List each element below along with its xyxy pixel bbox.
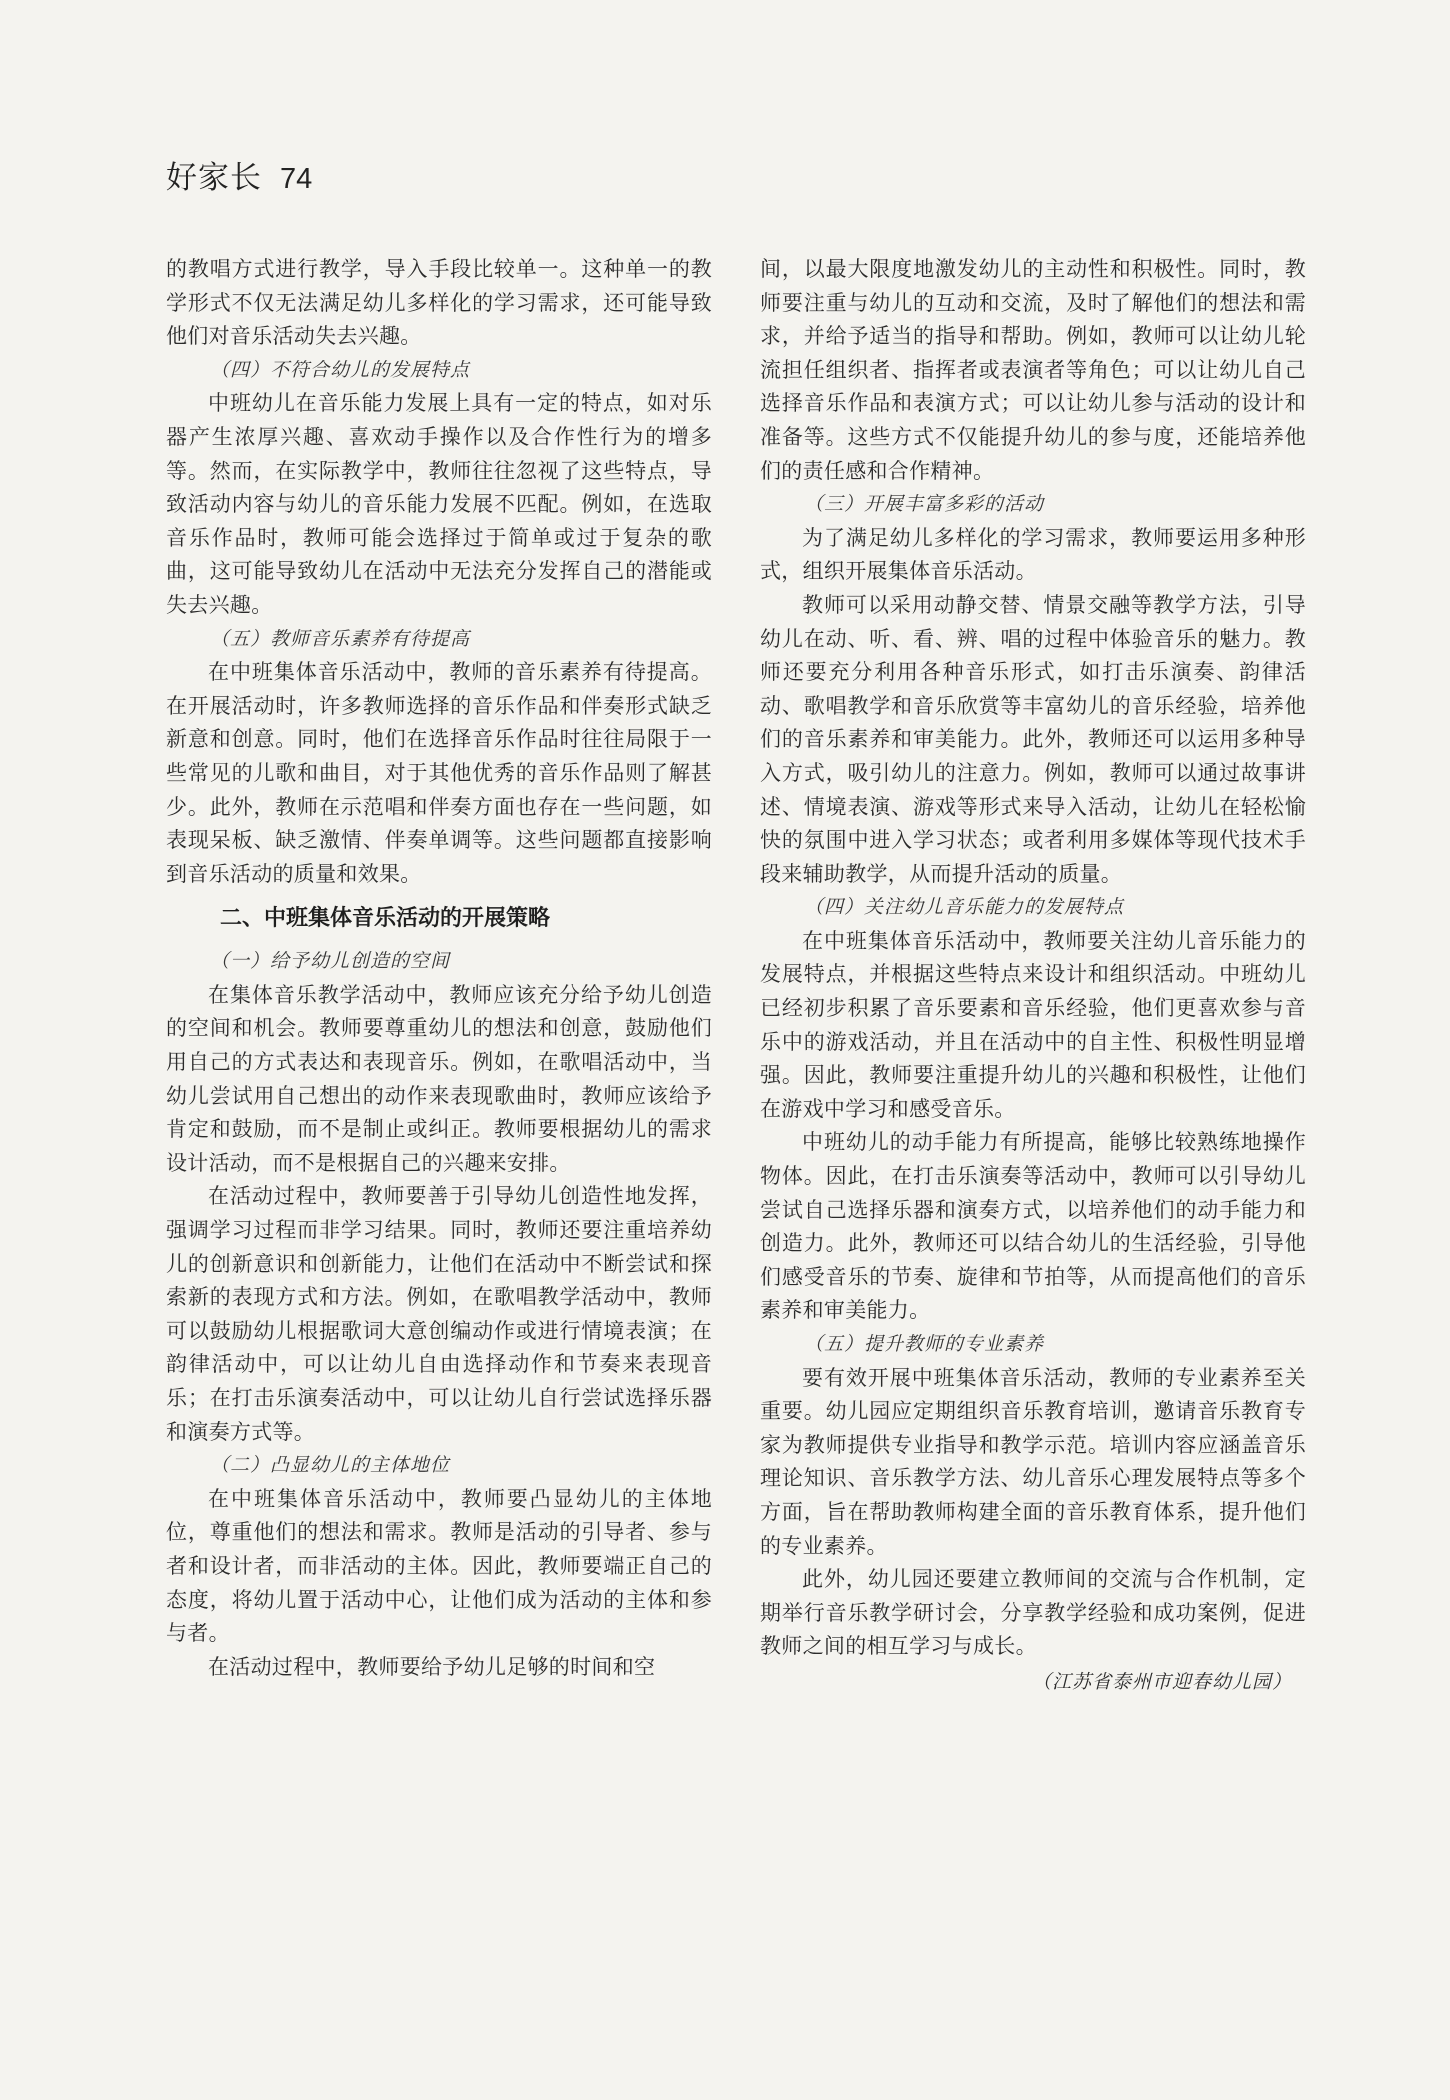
paragraph: 在中班集体音乐活动中，教师要关注幼儿音乐能力的发展特点，并根据这些特点来设计和组织活动。中班幼儿已经初步积累了音乐要素和音乐经验，他们更喜欢参与音乐中的游戏活动，并且在活动中的自主性、积极性明显增强。因此，教师要注重提升幼儿的兴趣和积极性，让他们在游戏中学习和感受音乐。 [760,928,1306,1121]
subsection-heading: （五）提升教师的专业素养 [804,1333,1045,1355]
paragraph: 为了满足幼儿多样化的学习需求，教师要运用多种形式，组织开展集体音乐活动。 [760,525,1306,584]
subsection-heading: （五）教师音乐素养有待提高 [210,627,471,650]
subsection-heading: （四）不符合幼儿的发展特点 [210,358,471,381]
page-number: 74 [280,163,313,195]
page-header [166,152,313,196]
paragraph: 在活动过程中，教师要给予幼儿足够的时间和空 [208,1654,656,1679]
subsection-heading: （一）给予幼儿创造的空间 [210,950,451,973]
paragraph: 在活动过程中，教师要善于引导幼儿创造性地发挥，强调学习过程而非学习结果。同时，教师还要注重培养幼儿的创新意识和创新能力，让他们在活动中不断尝试和探索新的表现方式和方法。例如，在歌唱教学活动中，教师可以鼓励幼儿根据歌词大意创编动作或进行情境表演；在韵律活动中，可以让幼儿自由选择动作和节奏来表现音乐；在打击乐演奏活动中，可以让幼儿自行尝试选择乐器和演奏方式等。 [166,1184,712,1444]
magazine-title: 好家长 [166,160,262,196]
subsection-heading: （三）开展丰富多彩的活动 [804,493,1045,516]
paragraph: 在集体音乐教学活动中，教师应该充分给予幼儿创造的空间和机会。教师要尊重幼儿的想法和创意，鼓励他们用自己的方式表达和表现音乐。例如，在歌唱活动中，当幼儿尝试用自己想出的动作来表现歌曲时，教师应该给予肯定和鼓励，而不是制止或纠正。教师要根据幼儿的需求设计活动，而不是根据自己的兴趣来安排。 [166,982,712,1175]
paragraph: 的教唱方式进行教学，导入手段比较单一。这种单一的教学形式不仅无法满足幼儿多样化的学习需求，还可能导致他们对音乐活动失去兴趣。 [166,257,712,349]
section-heading: 二、中班集体音乐活动的开展策略 [220,906,551,932]
paragraph: 中班幼儿的动手能力有所提高，能够比较熟练地操作物体。因此，在打击乐演奏等活动中，教师可以引导幼儿尝试自己选择乐器和演奏方式，以培养他们的动手能力和创造力。此外，教师还可以结合幼儿的生活经验，引导他们感受音乐的节奏、旋律和节拍等，从而提高他们的音乐素养和审美能力。 [760,1130,1306,1323]
author-affiliation: （江苏省泰州市迎春幼儿园） [1031,1670,1292,1693]
paragraph: 中班幼儿在音乐能力发展上具有一定的特点，如对乐器产生浓厚兴趣、喜欢动手操作以及合作性行为的增多等。然而，在实际教学中，教师往往忽视了这些特点，导致活动内容与幼儿的音乐能力发展不匹配。例如，在选取音乐作品时，教师可能会选择过于简单或过于复杂的歌曲，这可能导致幼儿在活动中无法充分发挥自己的潜能或失去兴趣。 [166,391,712,617]
paragraph: 教师可以采用动静交替、情景交融等教学方法，引导幼儿在动、听、看、辨、唱的过程中体验音乐的魅力。教师还要充分利用各种音乐形式，如打击乐演奏、韵律活动、歌唱教学和音乐欣赏等丰富幼儿的音乐经验，培养他们的音乐素养和审美能力。此外，教师还可以运用多种导入方式，吸引幼儿的注意力。例如，教师可以通过故事讲述、情境表演、游戏等形式来导入活动，让幼儿在轻松愉快的氛围中进入学习状态；或者利用多媒体等现代技术手段来辅助教学，从而提升活动的质量。 [760,592,1306,886]
paragraph: 此外，幼儿园还要建立教师间的交流与合作机制，定期举行音乐教学研讨会，分享教学经验和成功案例，促进教师之间的相互学习与成长。 [760,1567,1306,1659]
paragraph: 间，以最大限度地激发幼儿的主动性和积极性。同时，教师要注重与幼儿的互动和交流，及时了解他们的想法和需求，并给予适当的指导和帮助。例如，教师可以让幼儿轮流担任组织者、指挥者或表演者等角色；可以让幼儿自己选择音乐作品和表演方式；可以让幼儿参与活动的设计和准备等。这些方式不仅能提升幼儿的参与度，还能培养他们的责任感和合作精神。 [760,257,1306,483]
subsection-heading: （二）凸显幼儿的主体地位 [210,1454,451,1477]
right-column [760,253,1306,1700]
left-column [166,253,712,1684]
subsection-heading: （四）关注幼儿音乐能力的发展特点 [804,896,1125,919]
paragraph: 在中班集体音乐活动中，教师要凸显幼儿的主体地位，尊重他们的想法和需求。教师是活动的引导者、参与者和设计者，而非活动的主体。因此，教师要端正自己的态度，将幼儿置于活动中心，让他们成为活动的主体和参与者。 [166,1486,712,1646]
paragraph: 要有效开展中班集体音乐活动，教师的专业素养至关重要。幼儿园应定期组织音乐教育培训，邀请音乐教育专家为教师提供专业指导和教学示范。培训内容应涵盖音乐理论知识、音乐教学方法、幼儿音乐心理发展特点等多个方面，旨在帮助教师构建全面的音乐教育体系，提升他们的专业素养。 [760,1365,1306,1558]
paragraph: 在中班集体音乐活动中，教师的音乐素养有待提高。在开展活动时，许多教师选择的音乐作品和伴奏形式缺乏新意和创意。同时，他们在选择音乐作品时往往局限于一些常见的儿歌和曲目，对于其他优秀的音乐作品则了解甚少。此外，教师在示范唱和伴奏方面也存在一些问题，如表现呆板、缺乏激情、伴奏单调等。这些问题都直接影响到音乐活动的质量和效果。 [166,660,712,886]
